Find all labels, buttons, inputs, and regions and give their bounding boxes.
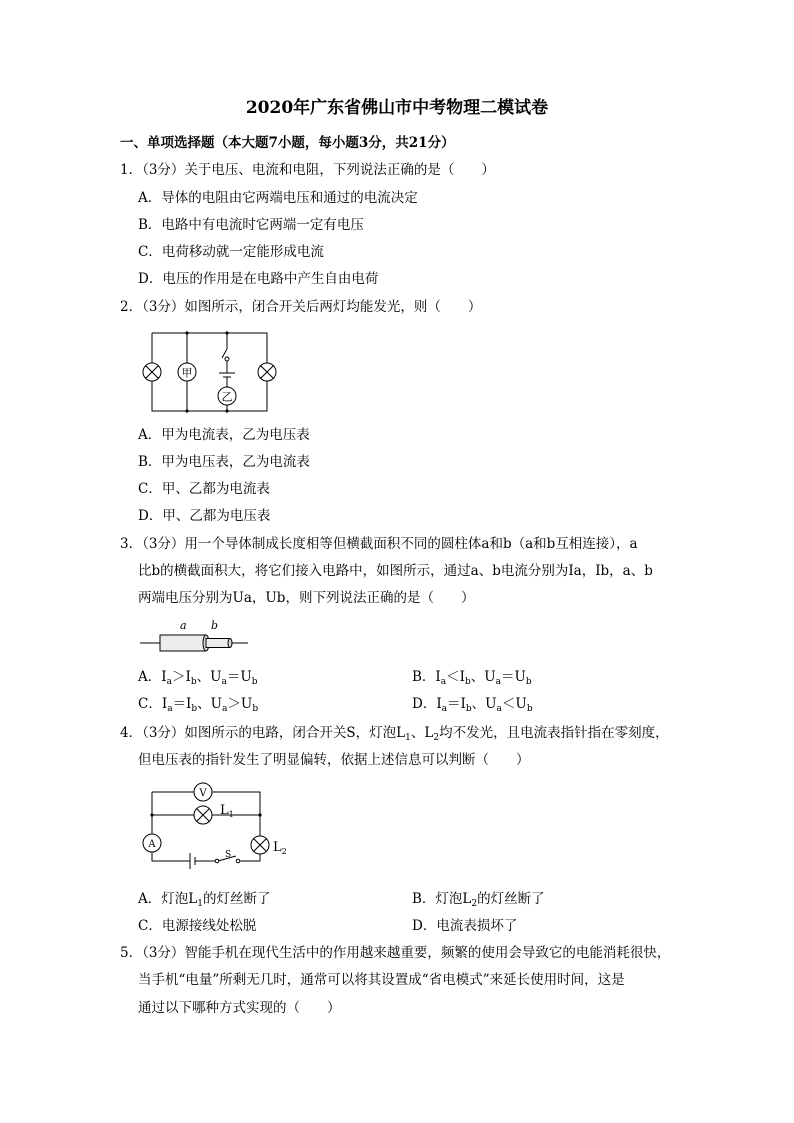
q1-option-a[interactable]: A．导体的电阻由它两端电压和通过的电流决定: [138, 190, 418, 206]
q1-option-c[interactable]: C．电荷移动就一定能形成电流: [138, 244, 324, 260]
lamp-right-icon: [258, 363, 276, 381]
cylinder-b-label: b: [211, 619, 219, 632]
q4-option-a[interactable]: A．灯泡$L_1$的灯丝断了: [138, 891, 271, 909]
q3-stem-line-3: 两端电压分别为Ua，Ub，则下列说法正确的是（ ）: [138, 590, 475, 606]
section-heading: 一、单项选择题（本大题7小题，每小题3分，共21分）: [120, 135, 455, 151]
q4-option-c[interactable]: C．电源接线处松脱: [138, 918, 257, 934]
lamp-l1-label: $L_1$: [220, 803, 234, 819]
q2-option-b[interactable]: B．甲为电压表，乙为电流表: [138, 454, 310, 470]
q5-stem-line-1: 5．（3分）智能手机在现代生活中的作用越来越重要，频繁的使用会导致它的电能消耗很快，: [120, 945, 671, 961]
q3-stem-line-2: 比b的横截面积大，将它们接入电路中，如图所示，通过a、b电流分别为Ia，Ib，a、b: [138, 563, 653, 579]
q4-stem-line-1: 4．（3分）如图所示的电路，闭合开关S，灯泡$L_1$、$L_2$均不发光，且电流表指针指在零刻度，: [120, 725, 669, 743]
meter-jia-label: 甲: [181, 366, 193, 380]
cylinder-a-label: a: [180, 619, 187, 632]
lamp-l2-label: $L_2$: [273, 840, 287, 856]
q4-circuit-figure: [140, 780, 292, 870]
q2-option-c[interactable]: C．甲、乙都为电流表: [138, 481, 270, 497]
lamp-l1-icon: [194, 806, 212, 824]
q3-cylinder-figure: [140, 618, 252, 660]
q3-stem-line-1: 3．（3分）用一个导体制成长度相等但横截面积不同的圆柱体a和b（a和b互相连接），a: [120, 536, 638, 552]
q3-option-c[interactable]: C．$I_a=I_b$、$U_a>U_b$: [138, 696, 259, 714]
q1-option-b[interactable]: B．电路中有电流时它两端一定有电压: [138, 217, 364, 233]
lamp-l2-icon: [251, 836, 269, 854]
q2-stem: 2．（3分）如图所示，闭合开关后两灯均能发光，则（ ）: [120, 299, 482, 315]
cylinder-b-icon: [206, 639, 230, 648]
switch-label: S: [225, 850, 232, 860]
cylinder-a-icon: [160, 635, 206, 651]
q2-circuit-figure: [140, 328, 280, 416]
page-title: 2020年广东省佛山市中考物理二模试卷: [245, 98, 549, 118]
voltmeter-label: V: [199, 788, 207, 799]
q2-option-a[interactable]: A．甲为电流表，乙为电压表: [138, 427, 310, 443]
q2-option-d[interactable]: D．甲、乙都为电压表: [138, 508, 271, 524]
q3-option-a[interactable]: A．$I_a>I_b$、$U_a=U_b$: [138, 669, 258, 687]
q4-option-d[interactable]: D．电流表损坏了: [412, 918, 518, 934]
q4-stem-line-2: 但电压表的指针发生了明显偏转，依据上述信息可以判断（ ）: [138, 752, 530, 768]
q3-option-b[interactable]: B．$I_a<I_b$、$U_a=U_b$: [412, 669, 532, 687]
q1-stem: 1．（3分）关于电压、电流和电阻，下列说法正确的是（ ）: [120, 162, 495, 178]
lamp-left-icon: [143, 363, 161, 381]
q5-stem-line-2: 当手机“电量”所剩无几时，通常可以将其设置成“省电模式”来延长使用时间，这是: [138, 972, 625, 988]
q1-option-d[interactable]: D．电压的作用是在电路中产生自由电荷: [138, 271, 379, 287]
q3-option-d[interactable]: D．$I_a=I_b$、$U_a<U_b$: [412, 696, 533, 714]
meter-yi-label: 乙: [221, 390, 233, 404]
q5-stem-line-3: 通过以下哪种方式实现的（ ）: [138, 1000, 341, 1016]
q4-option-b[interactable]: B．灯泡$L_2$的灯丝断了: [412, 891, 545, 909]
ammeter-label: A: [148, 839, 156, 850]
